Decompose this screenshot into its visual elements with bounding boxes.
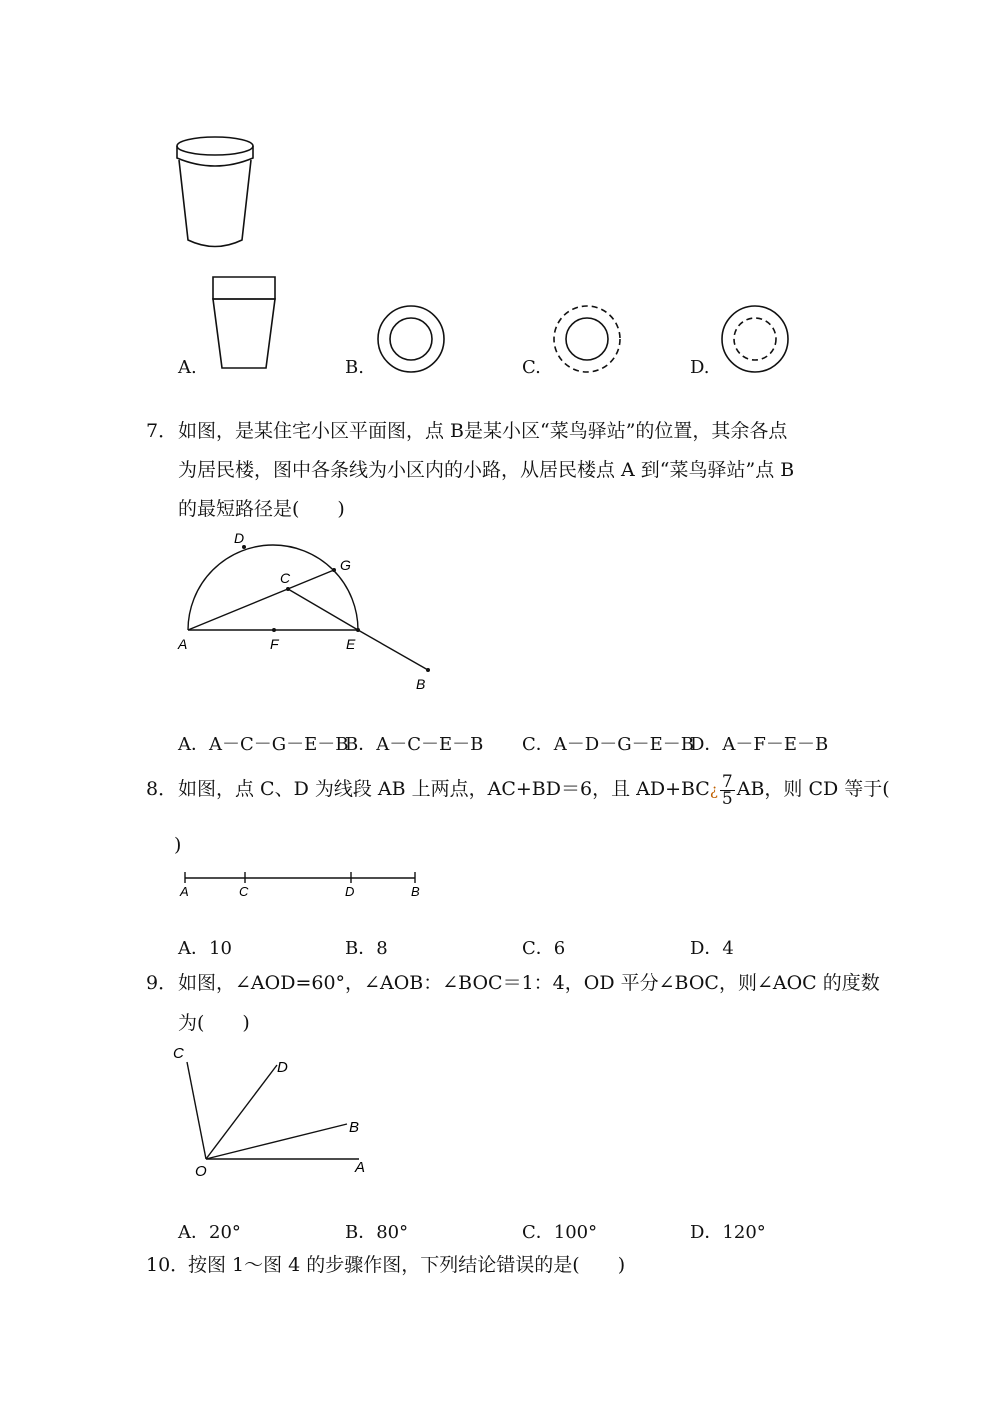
q7-text-line-3: 的最短路径是( ) <box>178 498 345 520</box>
q8-segment-figure <box>175 868 430 902</box>
q9-option-b: B．80° <box>345 1222 409 1243</box>
q7-option-c: C．A－D－G－E－B <box>522 734 694 755</box>
q7-segment-ag <box>188 570 334 630</box>
q8-text-line-2: ) <box>174 834 182 856</box>
q9-option-a: A．20° <box>178 1222 241 1243</box>
q7-semicircle-arc <box>188 545 358 630</box>
q9-option-c: C．100° <box>522 1222 598 1243</box>
q9-point-d: D <box>277 1059 288 1076</box>
q10-text: 按图 1～图 4 的步骤作图，下列结论错误的是( ) <box>188 1254 626 1276</box>
q9-ray-ob <box>206 1124 347 1159</box>
q6-option-c-figure <box>550 302 624 376</box>
q7-segment-ce <box>288 589 358 630</box>
q6-option-a-figure <box>210 274 280 374</box>
q7-text-line-1: 如图，是某住宅小区平面图，点 B是某小区“菜鸟驿站”的位置，其余各点 <box>178 420 788 442</box>
q8-point-b: B <box>411 884 420 899</box>
q8-number: 8． <box>146 778 178 800</box>
q8-point-c: C <box>239 884 249 899</box>
q9-ray-od <box>206 1065 277 1159</box>
q9-point-a: A <box>355 1159 366 1176</box>
q8-fraction <box>720 771 735 809</box>
q9-ray-oc <box>187 1062 206 1159</box>
q6-option-b-figure <box>375 303 447 375</box>
q8-option-a: A．10 <box>178 938 232 959</box>
q9-angle-figure <box>165 1040 380 1180</box>
q10-number: 10． <box>146 1254 190 1276</box>
q8-option-d: D．4 <box>690 938 734 959</box>
q8-text-post: AB，则 CD 等于( <box>736 778 890 800</box>
q8-option-c: C．6 <box>522 938 566 959</box>
q9-point-o: O <box>195 1163 207 1180</box>
q9-text-line-2: 为( ) <box>178 1012 250 1034</box>
q9-point-b: B <box>349 1119 360 1136</box>
q6-option-d-label: D. <box>690 357 710 378</box>
q6-option-c-label: C. <box>522 357 541 378</box>
q7-point-d: D <box>234 530 245 546</box>
q8-fraction-numerator: 7 <box>721 771 733 792</box>
q9-option-d: D．120° <box>690 1222 766 1243</box>
q7-text-line-2: 为居民楼，图中各条线为小区内的小路，从居民楼点 A 到“菜鸟驿站”点 B <box>178 459 795 481</box>
q7-point-f: F <box>270 636 279 652</box>
q7-point-c: C <box>280 570 291 586</box>
q6-option-b-label: B. <box>345 357 364 378</box>
q8-option-b: B．8 <box>345 938 388 959</box>
q9-number: 9． <box>146 972 178 994</box>
q6-option-d-figure <box>718 302 792 376</box>
q7-number: 7． <box>146 420 178 442</box>
q7-segment-eb <box>358 630 428 670</box>
q8-garbled-char: ¿ <box>709 781 718 799</box>
q8-fraction-denominator: 5 <box>721 788 733 809</box>
q6-option-a-label: A. <box>178 357 197 378</box>
q8-point-d: D <box>345 884 355 899</box>
q8-point-a: A <box>180 884 189 899</box>
q7-point-b: B <box>416 676 426 692</box>
q7-option-a: A．A－C－G－E－B <box>178 734 349 755</box>
q7-option-d: D．A－F－E－B <box>690 734 829 755</box>
q8-text-line-1 <box>178 770 890 809</box>
cup-3d-figure <box>170 128 270 258</box>
q7-point-e: E <box>346 636 356 652</box>
q7-option-b: B．A－C－E－B <box>345 734 484 755</box>
q7-point-g: G <box>340 557 351 573</box>
q9-text-line-1: 如图，∠AOD=60°，∠AOB：∠BOC＝1：4，OD 平分∠BOC，则∠AOC 的度数 <box>178 972 880 994</box>
q7-point-a: A <box>178 636 188 652</box>
q8-text-pre: 如图，点 C、D 为线段 AB 上两点，AC+BD＝6，且 AD+BC <box>178 778 710 800</box>
q9-point-c: C <box>173 1045 184 1062</box>
q7-map-figure <box>170 528 450 698</box>
